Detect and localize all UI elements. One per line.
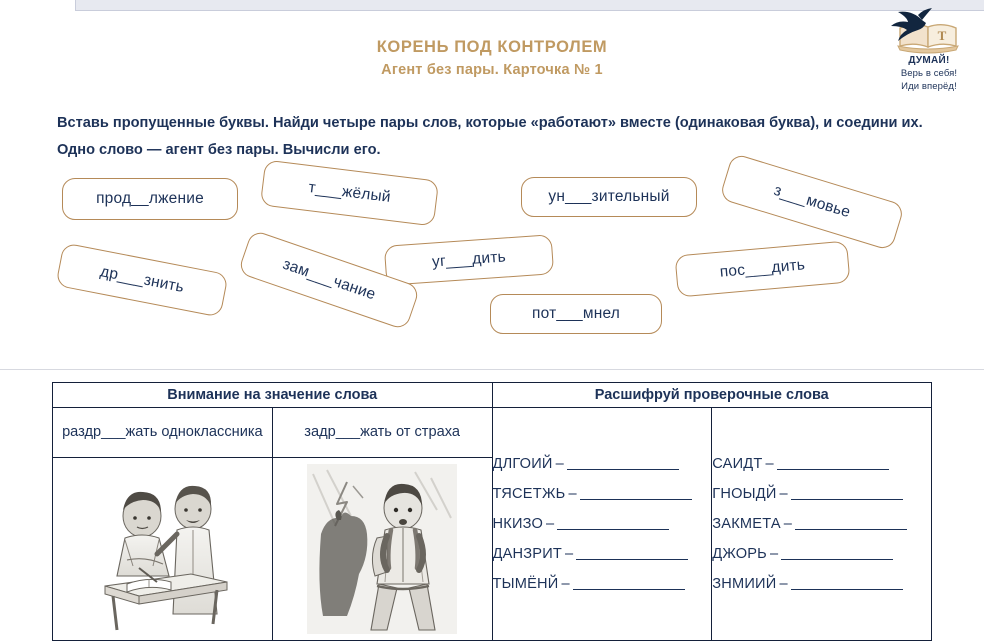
anagram-word: ГНОЫДЙ (712, 486, 777, 502)
anagram-word: ЗНМИИЙ (712, 576, 777, 592)
word-card[interactable]: прод__лжение (62, 178, 238, 220)
section-divider (0, 369, 984, 370)
anagram-dash: – (783, 516, 792, 532)
anagram-row (493, 516, 712, 532)
column-header-anagrams: Расшифруй проверочные слова (492, 383, 932, 408)
word-card[interactable]: зам___чание (237, 229, 420, 330)
anagram-answer-blank[interactable] (791, 499, 903, 500)
anagram-row (712, 486, 931, 502)
page-subtitle: Агент без пары. Карточка № 1 (381, 62, 603, 78)
page-title: КОРЕНЬ ПОД КОНТРОЛЕМ (376, 38, 608, 56)
meaning-word-1: раздр___жать одноклассника (53, 408, 273, 458)
anagram-row (712, 456, 931, 472)
anagram-answer-blank[interactable] (777, 469, 889, 470)
word-card[interactable]: т___жёлый (260, 160, 439, 227)
illustration-cell-1 (53, 458, 273, 641)
word-card[interactable]: з___мовье (719, 153, 905, 252)
column-header-meaning: Внимание на значение слова (53, 383, 493, 408)
anagram-dash: – (561, 576, 570, 592)
anagram-row (712, 516, 931, 532)
anagram-answer-blank[interactable] (576, 559, 688, 560)
anagram-row (493, 576, 712, 592)
anagram-word: НКИЗО (492, 516, 544, 532)
anagram-dash: – (779, 486, 788, 502)
anagram-word: ТЫМЁНЙ (492, 576, 559, 592)
anagram-dash: – (765, 456, 774, 472)
anagram-word: ЗАКМЕТА (712, 516, 781, 532)
anagram-answer-blank[interactable] (557, 529, 669, 530)
anagram-word: САИДТ (712, 456, 763, 472)
anagram-dash: – (769, 546, 779, 562)
anagram-answer-blank[interactable] (795, 529, 907, 530)
anagram-row (712, 576, 931, 592)
anagram-column-left (492, 408, 712, 641)
anagram-answer-blank[interactable] (573, 589, 685, 590)
word-card[interactable]: ун___зительный (521, 177, 697, 217)
anagram-word: ДАНЗРИТ (492, 546, 563, 562)
instructions-text: Вставь пропущенные буквы. Найди четыре пары слов, которые «работают» вместе (одинаковая буква), и соедини их. Одно слово — агент без пары. Вычисли его. (57, 115, 923, 158)
anagram-row (493, 456, 712, 472)
meaning-word-2: задр___жать от страха (272, 408, 492, 458)
anagram-word: ДЖОРЬ (712, 546, 767, 562)
anagram-word: ТЯСЕТЖЬ (492, 486, 566, 502)
logo-line-2: Верь в себя! (900, 68, 958, 79)
two-boys-at-desk-sketch (87, 464, 237, 634)
table-row (53, 408, 932, 458)
anagram-row (493, 546, 712, 562)
anagram-answer-blank[interactable] (567, 469, 679, 470)
anagram-dash: – (779, 576, 788, 592)
anagram-dash: – (565, 546, 574, 562)
anagram-word: ДЛГОИЙ (492, 456, 553, 472)
anagram-row (493, 486, 712, 502)
logo-line-1: ДУМАЙ! (908, 55, 950, 66)
anagram-dash: – (546, 516, 555, 532)
logo-line-3: Иди вперёд! (901, 81, 957, 92)
anagram-dash: – (568, 486, 577, 502)
frightened-boy-with-backpack-sketch (307, 464, 457, 634)
svg-text:Т: Т (937, 28, 947, 43)
worksheet-table (52, 382, 932, 641)
anagram-column-right (712, 408, 932, 641)
anagram-answer-blank[interactable] (791, 589, 903, 590)
word-card[interactable]: пот___мнел (490, 294, 662, 334)
anagram-answer-blank[interactable] (580, 499, 692, 500)
anagram-row (712, 546, 931, 562)
illustration-cell-2 (272, 458, 492, 641)
word-card[interactable]: др___знить (55, 242, 228, 317)
word-card[interactable]: уг___дить (384, 234, 554, 286)
word-card[interactable]: пос___дить (674, 241, 850, 298)
anagram-answer-blank[interactable] (781, 559, 893, 560)
table-header-row (53, 383, 932, 408)
anagram-dash: – (555, 456, 564, 472)
